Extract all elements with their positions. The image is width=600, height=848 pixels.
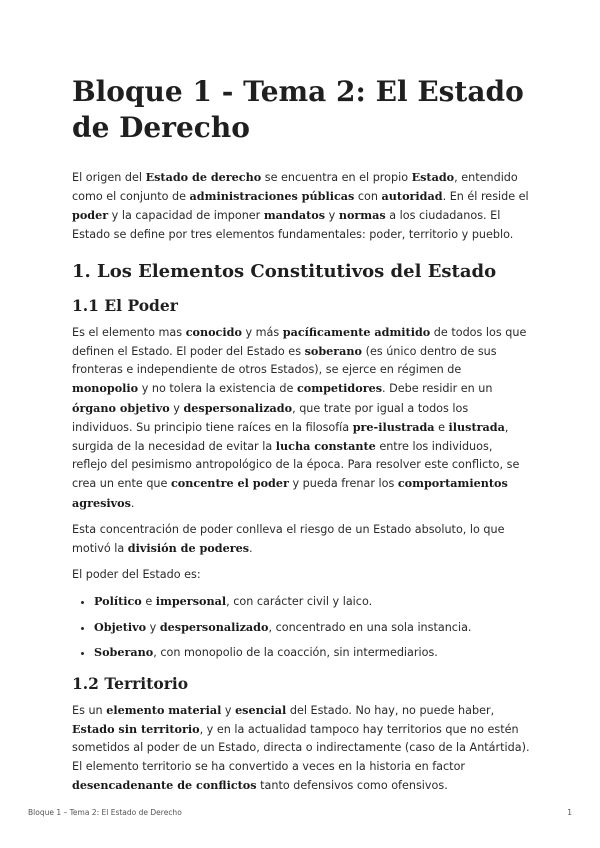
bold-term: concentre el poder — [170, 476, 289, 491]
poder-paragraph-2: Esta concentración de poder conlleva el riesgo de un Estado absoluto, lo que motivó la división de poderes. — [72, 522, 505, 556]
bold-term: elemento material — [106, 703, 222, 718]
bold-term: esencial — [235, 703, 287, 718]
bold-term: pacíficamente admitido — [282, 324, 431, 339]
bold-term: autoridad — [381, 189, 443, 204]
bold-term: competidores — [296, 381, 383, 396]
list-item: • Soberano, con monopolio de la coacción, sin intermediarios. — [94, 643, 530, 662]
bold-term: poder — [72, 208, 109, 223]
bold-term: Estado de derecho — [145, 170, 262, 184]
page-title: Bloque 1 - Tema 2: El Estado de Derecho — [72, 75, 524, 144]
bold-term: desencadenante de conflictos — [72, 777, 257, 792]
territorio-paragraph: Es un elemento material y esencial del Estado. No hay, no puede haber, Estado sin territorio, y en la actualidad tampoco hay territorios que no estén sometidos al poder de un Estado, directa o indirectamente (caso de la Antártida). El elemento territorio se ha convertido a veces en la historia en factor desencadenante de conflictos tanto defensivos como ofensivos. — [72, 703, 530, 792]
page-number: 1 — [567, 808, 572, 817]
bold-term: normas — [338, 208, 386, 223]
poder-paragraph-3: El poder del Estado es: — [72, 568, 201, 582]
document-page — [72, 74, 530, 803]
bold-term: ilustrada — [448, 419, 505, 434]
subsection-heading-poder: 1.1 El Poder — [72, 295, 178, 315]
bold-term: Soberano — [94, 644, 154, 659]
bold-term: pre-ilustrada — [352, 419, 435, 434]
bold-term: mandatos — [263, 208, 326, 223]
bold-term: Político — [94, 594, 142, 609]
bold-term: Objetivo — [94, 619, 147, 634]
subsection-heading-territorio: 1.2 Territorio — [72, 674, 189, 694]
page-footer — [28, 808, 572, 817]
footer-title: Bloque 1 – Tema 2: El Estado de Derecho — [28, 808, 182, 817]
bold-term: monopolio — [72, 381, 139, 396]
bold-term: Estado — [411, 170, 455, 184]
bold-term: despersonalizado — [159, 619, 269, 634]
list-item: • Objetivo y despersonalizado, concentrado en una sola instancia. — [94, 618, 530, 637]
bold-term: órgano objetivo — [72, 400, 170, 415]
bold-term: conocido — [185, 324, 242, 339]
bold-term: división de poderes — [127, 541, 250, 556]
list-item: • Político e impersonal, con carácter civil y laico. — [94, 592, 530, 611]
bold-term: despersonalizado — [183, 400, 293, 415]
intro-paragraph: El origen del Estado de derecho se encuentra en el propio Estado, entendido como el conjunto de administraciones públicas con autoridad. En él reside el poder y la capacidad de imponer mandatos y normas a los ciudadanos. El Estado se define por tres elementos fundamentales: poder, territorio y pueblo. — [72, 170, 529, 241]
bold-term: soberano — [304, 344, 363, 359]
bold-term: impersonal — [155, 594, 227, 609]
bold-term: comportamientos agresivos — [72, 476, 508, 510]
section-heading-elementos: 1. Los Elementos Constitutivos del Estado — [72, 260, 497, 282]
bold-term: Estado sin territorio — [72, 722, 200, 737]
poder-bullet-list — [72, 592, 530, 662]
bold-term: lucha constante — [275, 439, 376, 454]
poder-paragraph-1: Es el elemento mas conocido y más pacíficamente admitido de todos los que definen el Estado. El poder del Estado es soberano (es único dentro de sus fronteras e independiente de otros Estados), se ejerce en régimen de monopolio y no tolera la existencia de competidores. Debe residir en un órgano objetivo y despersonalizado, que trate por igual a todos los individuos. Su principio tiene raíces en la filosofía pre-ilustrada e ilustrada, surgida de la necesidad de evitar la lucha constante entre los individuos, reflejo del pesimismo antropológico de la época. Para resolver este conflicto, se crea un ente que concentre el poder y pueda frenar los comportamientos agresivos. — [72, 324, 527, 510]
bold-term: administraciones públicas — [189, 189, 355, 204]
